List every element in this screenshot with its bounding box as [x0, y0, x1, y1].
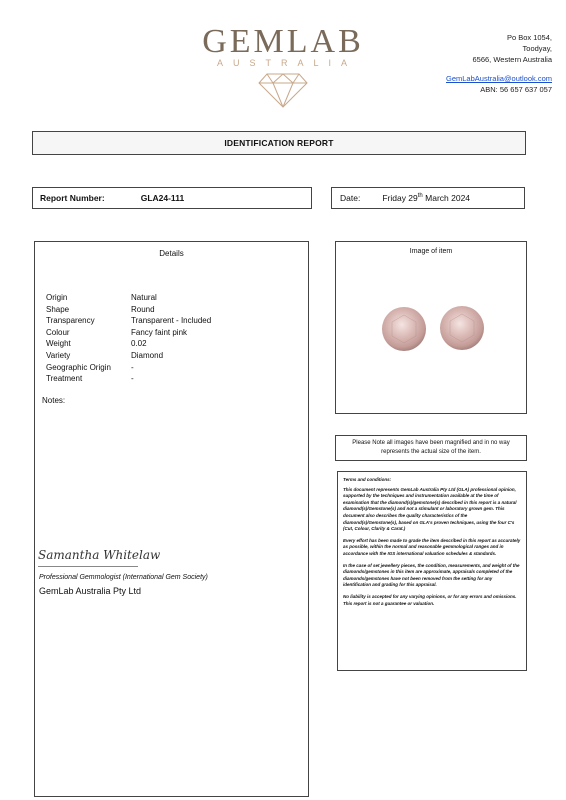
- report-number-box: [32, 187, 312, 209]
- company-address: [446, 32, 552, 95]
- logo-subtitle: AUSTRALIA: [216, 58, 357, 68]
- signer-company: GemLab Australia Pty Ltd: [39, 586, 142, 596]
- email-link[interactable]: GemLabAustralia@outlook.com: [446, 74, 552, 83]
- address-line: Toodyay,: [522, 44, 552, 53]
- terms-paragraph: No liability is accepted for any varying opinions, or for any errors and omissions. This report is not a guarantee or valuation.: [343, 593, 517, 606]
- details-list: [46, 292, 211, 385]
- diamond-icon: [258, 72, 308, 108]
- company-logo: [198, 24, 368, 108]
- logo-wordmark: GEMLAB: [202, 23, 364, 60]
- details-panel: [34, 241, 309, 797]
- image-disclaimer: Please Note all images have been magnified and in no way represents the actual size of the item.: [335, 435, 527, 461]
- terms-paragraph: In the case of set jewellery pieces, the condition, measurements, and weight of the diamonds/gemstones in this item are approximate, appraisals completed of the diamonds/gemstones have not been removed from the setting for any identification and grading for this appraisal.: [343, 562, 520, 588]
- address-line: Po Box 1054,: [506, 33, 552, 42]
- item-image-panel: [335, 241, 527, 414]
- image-title: Image of item: [409, 248, 453, 255]
- detail-row: Weight 0.02: [46, 339, 147, 349]
- report-number-value: GLA24-111: [140, 193, 185, 203]
- terms-heading: Terms and conditions:: [343, 477, 392, 482]
- terms-paragraph: Every effort has been made to grade the item described in this report as accurately as possible, within the normal and reasonable gemmological ranges and in accordance with the IGS international valuation schedules & standards.: [343, 537, 521, 556]
- address-line: 6566, Western Australia: [472, 55, 552, 64]
- abn-number: ABN: 56 657 637 057: [480, 85, 552, 94]
- report-title: IDENTIFICATION REPORT: [32, 131, 526, 155]
- detail-row: Treatment -: [46, 374, 134, 384]
- detail-row: Variety Diamond: [46, 350, 164, 360]
- date-label: Date:: [340, 193, 361, 203]
- report-number-label: Report Number:: [40, 193, 105, 203]
- detail-row: Transparency Transparent - Included: [46, 316, 212, 326]
- date-value: Friday 29th March 2024: [382, 193, 471, 203]
- detail-row: Colour Fancy faint pink: [46, 327, 188, 337]
- signature-line: [38, 566, 138, 567]
- terms-box: [337, 471, 527, 671]
- gemstone-photo: [379, 304, 489, 354]
- terms-paragraph: This document represents GemLab Australia Pty Ltd (GLA) professional opinion, supported by the techniques and instrumentation available at the time of examination that the diamond(s)/gemstone(s) described in this report is a natural diamond(s)/Gemstone(s) and not a stimulant or laboratory grown gem. This document also describes the quality characteristics of the diamond(s)/Gemstone(s), based on GLA's proven techniques, using the four C's (Cut, Colour, Clarity & Carat.): [343, 486, 517, 532]
- signer-role: Professional Gemmologist (International Gem Society): [39, 574, 208, 581]
- details-title: Details: [159, 249, 184, 258]
- notes-label: Notes:: [42, 396, 66, 405]
- detail-row: Geographic Origin -: [46, 362, 134, 372]
- date-box: [331, 187, 525, 209]
- detail-row: Shape Round: [46, 304, 155, 314]
- signature: Samantha Whitelaw: [38, 548, 161, 562]
- detail-row: Origin Natural: [46, 293, 157, 302]
